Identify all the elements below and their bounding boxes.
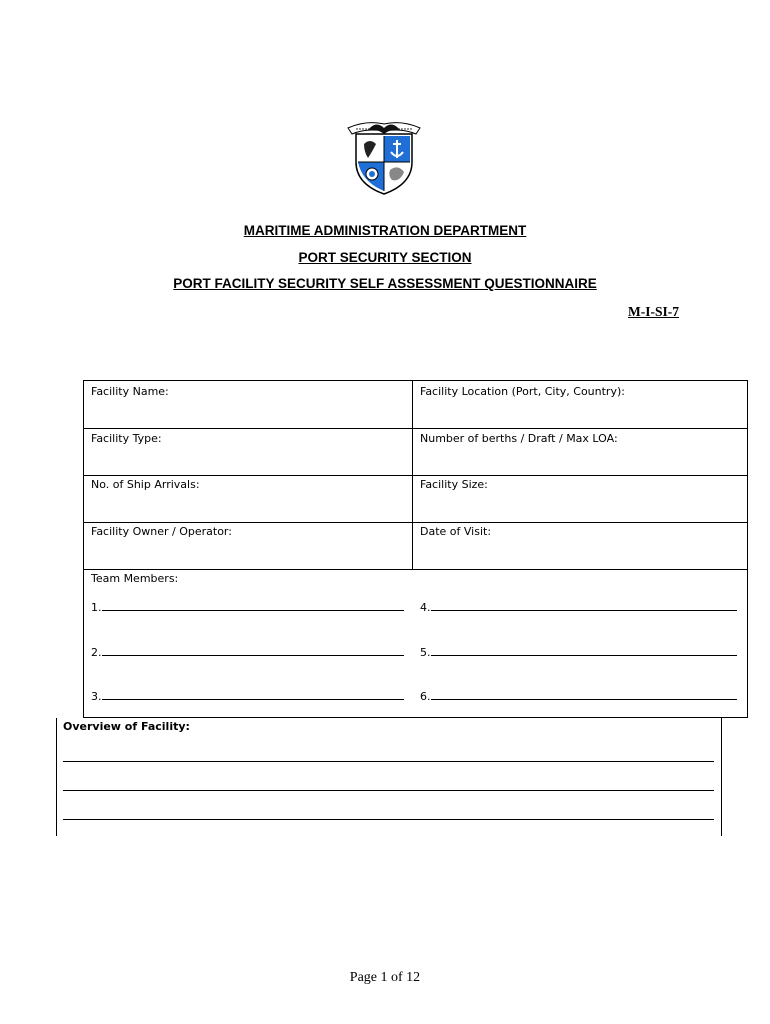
row-divider bbox=[84, 428, 747, 429]
member-blank-line bbox=[431, 645, 737, 656]
team-members-label: Team Members: bbox=[91, 572, 179, 585]
facility-size-field[interactable]: Facility Size: bbox=[420, 478, 488, 491]
team-member-1-field[interactable] bbox=[91, 600, 404, 614]
team-member-4-field[interactable] bbox=[420, 600, 737, 614]
facility-info-table bbox=[83, 380, 748, 718]
row-divider bbox=[84, 522, 747, 523]
facility-type-field[interactable]: Facility Type: bbox=[91, 432, 162, 445]
member-blank-line bbox=[102, 689, 404, 700]
team-member-6-field[interactable] bbox=[420, 689, 737, 703]
member-number: 3. bbox=[91, 690, 102, 703]
member-blank-line bbox=[102, 645, 404, 656]
overview-line-1[interactable] bbox=[63, 761, 714, 762]
member-blank-line bbox=[102, 600, 404, 611]
overview-line-3[interactable] bbox=[63, 819, 714, 820]
row-divider bbox=[84, 569, 747, 570]
section-title: PORT SECURITY SECTION bbox=[298, 250, 472, 265]
form-code: M-I-SI-7 bbox=[628, 304, 679, 319]
member-number: 6. bbox=[420, 690, 431, 703]
member-blank-line bbox=[431, 600, 737, 611]
questionnaire-title: PORT FACILITY SECURITY SELF ASSESSMENT QUESTIONNAIRE bbox=[173, 276, 597, 291]
team-member-3-field[interactable] bbox=[91, 689, 404, 703]
member-number: 5. bbox=[420, 646, 431, 659]
overview-label: Overview of Facility: bbox=[63, 720, 190, 733]
department-title: MARITIME ADMINISTRATION DEPARTMENT bbox=[243, 223, 527, 238]
date-of-visit-field[interactable]: Date of Visit: bbox=[420, 525, 492, 538]
overview-section bbox=[56, 718, 722, 836]
team-member-2-field[interactable] bbox=[91, 645, 404, 659]
member-blank-line bbox=[431, 689, 737, 700]
berths-draft-loa-field[interactable]: Number of berths / Draft / Max LOA: bbox=[420, 432, 618, 445]
member-number: 4. bbox=[420, 601, 431, 614]
row-divider bbox=[84, 475, 747, 476]
team-member-5-field[interactable] bbox=[420, 645, 737, 659]
facility-location-field[interactable]: Facility Location (Port, City, Country): bbox=[420, 385, 625, 398]
facility-name-field[interactable]: Facility Name: bbox=[91, 385, 169, 398]
page-number: Page 1 of 12 bbox=[349, 970, 421, 985]
owner-operator-field[interactable]: Facility Owner / Operator: bbox=[91, 525, 232, 538]
member-number: 2. bbox=[91, 646, 102, 659]
overview-line-2[interactable] bbox=[63, 790, 714, 791]
maritime-crest-icon bbox=[346, 118, 422, 196]
ship-arrivals-field[interactable]: No. of Ship Arrivals: bbox=[91, 478, 200, 491]
member-number: 1. bbox=[91, 601, 102, 614]
